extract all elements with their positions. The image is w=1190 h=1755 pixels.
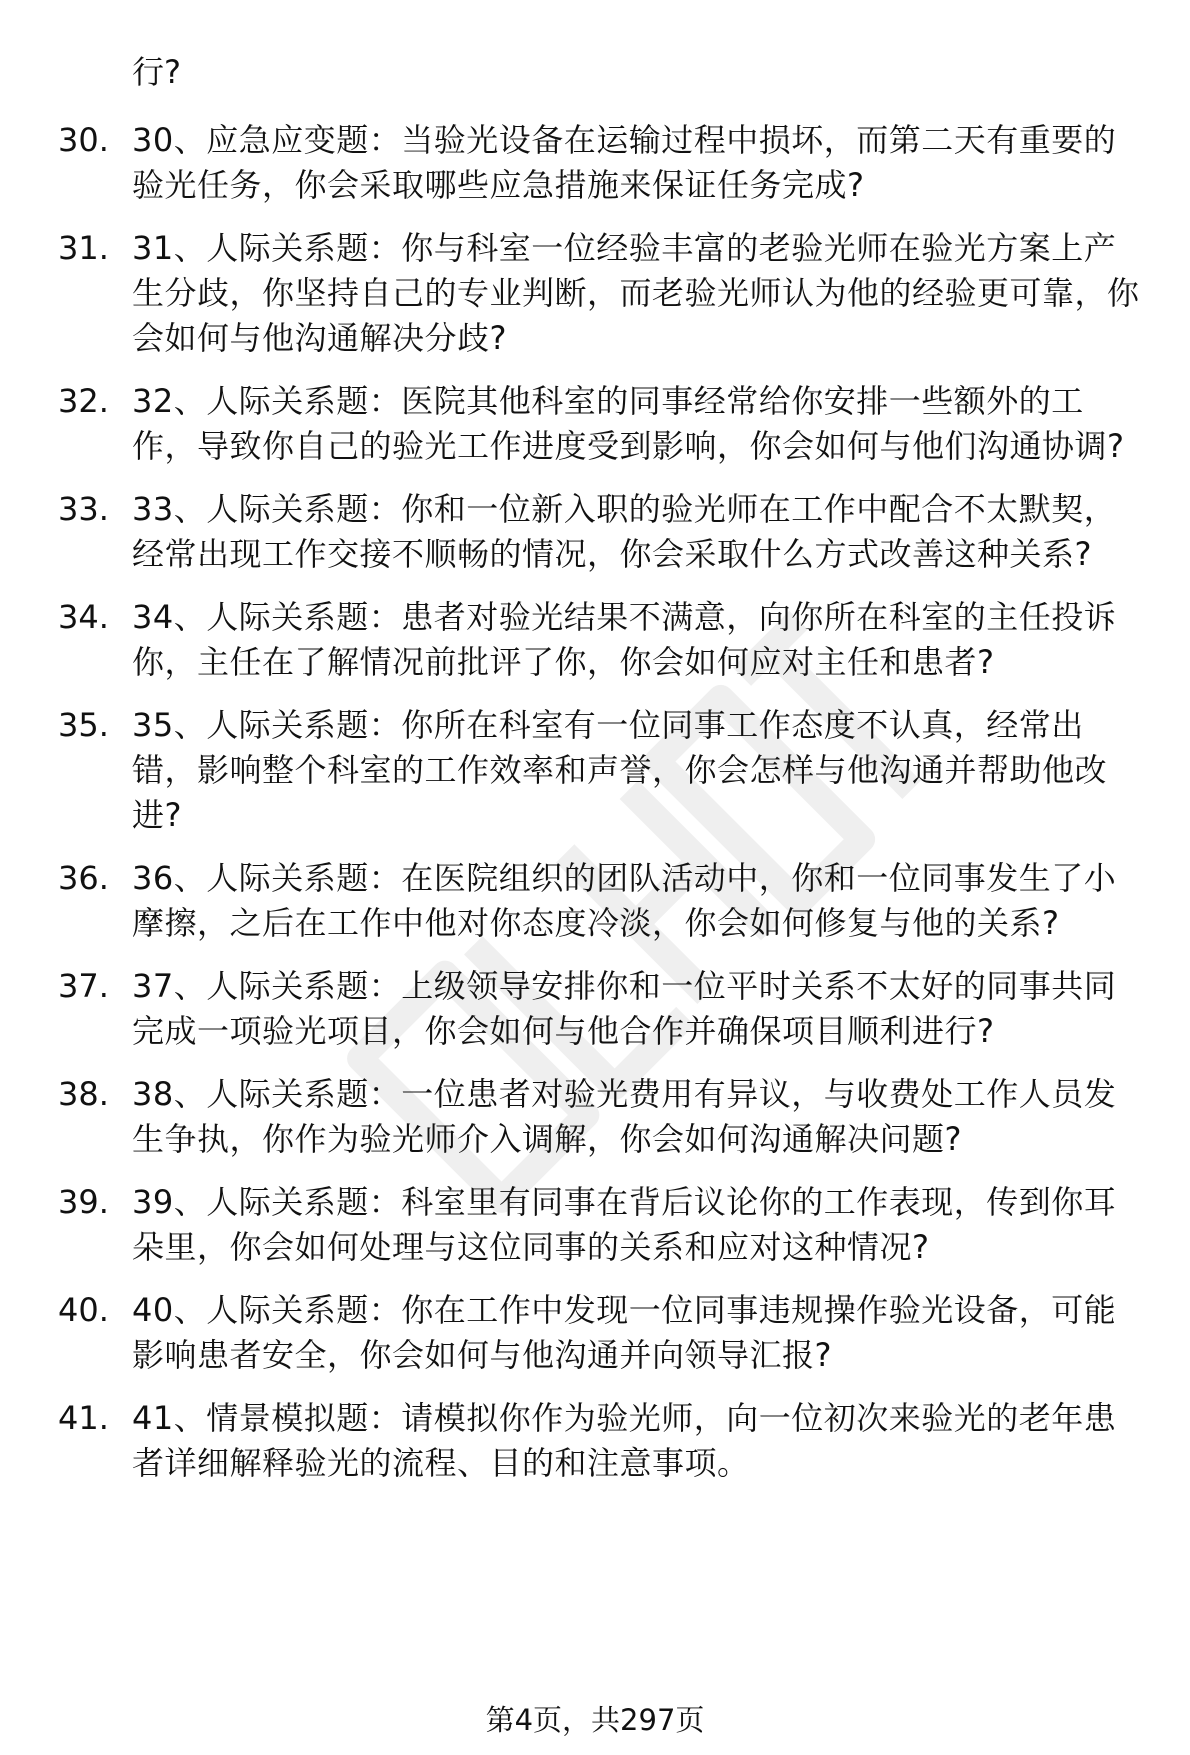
question-item (58, 703, 1148, 838)
question-number: 35. (58, 706, 109, 744)
question-number: 31. (58, 229, 109, 267)
question-text: 33、人际关系题：你和一位新入职的验光师在工作中配合不太默契，经常出现工作交接不顺畅的情况，你会采取什么方式改善这种关系? (132, 490, 1117, 573)
question-text: 39、人际关系题：科室里有同事在背后议论你的工作表现，传到你耳朵里，你会如何处理与这位同事的关系和应对这种情况? (132, 1183, 1117, 1266)
question-text: 32、人际关系题：医院其他科室的同事经常给你安排一些额外的工作，导致你自己的验光工作进度受到影响，你会如何与他们沟通协调? (132, 382, 1125, 465)
question-item (58, 964, 1148, 1054)
question-number: 32. (58, 382, 109, 420)
question-item (58, 1396, 1148, 1486)
question-number: 39. (58, 1183, 109, 1221)
question-text: 38、人际关系题：一位患者对验光费用有异议，与收费处工作人员发生争执，你作为验光师介入调解，你会如何沟通解决问题? (132, 1075, 1117, 1158)
question-item (58, 1180, 1148, 1270)
question-item (58, 118, 1148, 208)
question-item (58, 1288, 1148, 1378)
question-item (58, 379, 1148, 469)
question-text: 35、人际关系题：你所在科室有一位同事工作态度不认真，经常出错，影响整个科室的工作效率和声誉，你会怎样与他沟通并帮助他改进? (132, 706, 1108, 834)
question-number: 41. (58, 1399, 109, 1437)
question-item (58, 487, 1148, 577)
question-text: 30、应急应变题：当验光设备在运输过程中损坏，而第二天有重要的验光任务，你会采取哪些应急措施来保证任务完成? (132, 121, 1117, 204)
question-number: 38. (58, 1075, 109, 1113)
question-number: 40. (58, 1291, 109, 1329)
question-number: 37. (58, 967, 109, 1005)
question-list (58, 118, 1148, 1504)
question-text: 40、人际关系题：你在工作中发现一位同事违规操作验光设备，可能影响患者安全，你会如何与他沟通并向领导汇报? (132, 1291, 1117, 1374)
question-item (58, 1072, 1148, 1162)
question-item (58, 856, 1148, 946)
question-number: 30. (58, 121, 109, 159)
question-number: 34. (58, 598, 109, 636)
question-number: 33. (58, 490, 109, 528)
page-number-label: 第4页，共297页 (485, 1703, 705, 1737)
question-text: 36、人际关系题：在医院组织的团队活动中，你和一位同事发生了小摩擦，之后在工作中他对你态度冷淡，你会如何修复与他的关系? (132, 859, 1117, 942)
question-text: 34、人际关系题：患者对验光结果不满意，向你所在科室的主任投诉你，主任在了解情况前批评了你，你会如何应对主任和患者? (132, 598, 1117, 681)
page-footer (0, 1700, 1190, 1740)
question-number: 36. (58, 859, 109, 897)
question-text: 37、人际关系题：上级领导安排你和一位平时关系不太好的同事共同完成一项验光项目，你会如何与他合作并确保项目顺利进行? (132, 967, 1117, 1050)
continuation-text: 行? (132, 53, 181, 91)
question-text: 41、情景模拟题：请模拟你作为验光师，向一位初次来验光的老年患者详细解释验光的流程、目的和注意事项。 (132, 1399, 1117, 1482)
question-item (58, 226, 1148, 361)
question-text: 31、人际关系题：你与科室一位经验丰富的老验光师在验光方案上产生分歧，你坚持自己的专业判断，而老验光师认为他的经验更可靠，你会如何与他沟通解决分歧? (132, 229, 1140, 357)
question-item (58, 595, 1148, 685)
